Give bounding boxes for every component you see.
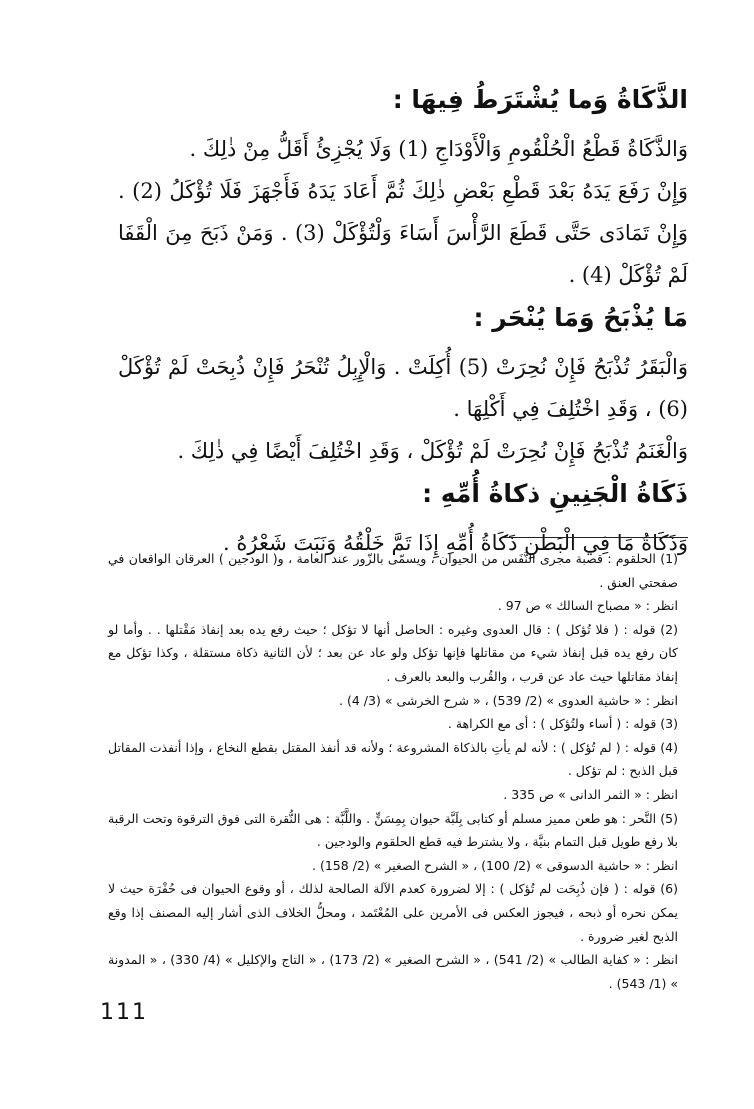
paragraph-cattle-camels: وَالْبَقَرُ تُذْبَحُ فَإِنْ نُحِرَتْ (5) أُكِلَتْ . وَالْإِبِلُ تُنْحَرُ فَإِنْ ذُبِحَتْ لَمْ تُؤْكَلْ (6) ، وَقَدِ اخْتُلِفَ فِي أَكْلِهَا . — [118, 355, 689, 421]
paragraph-fetus: وَذَكَاةُ مَا فِي الْبَطْنِ ذَكَاةُ أُمِّهِ إِذَا تَمَّ خَلْقُهُ وَنَبَتَ شَعْرُهُ . — [223, 531, 688, 555]
footnote-1-ref: انظر : « مصباح السالك » ص 97 . — [497, 598, 678, 614]
footnote-2: (2) قوله : ( فلا تُؤكل ) : قال العدوى وغيره : الحاصل أنها لا تؤكل ؛ حيث رفع يده بعد إنفاذ مَقْتلها . . وأما لو كان رفع يده قبل إنفاذ شيء من مقاتلها فإنها تؤكل ولو عاد عن بعد ؛ لأن الثانية ذكاة مستقلة ، وكذا تؤكل مع إنفاذ مقاتلها حيث عاد عن قرب ، والقُرب والبعد بالعرف . — [108, 621, 678, 684]
main-text — [118, 78, 688, 564]
footnote-4-ref: انظر : « الثمر الدانى » ص 335 . — [503, 786, 678, 802]
paragraph-definition: وَالذَّكَاةُ قَطْعُ الْحُلْقُومِ وَالْأَوْدَاجِ (1) وَلَا يُجْزِئُ أَقَلُّ مِنْ ذٰلِكَ . — [189, 137, 688, 161]
footnote-3: (3) قوله : ( أساء ولتُؤكل ) : أى مع الكراهة . — [447, 716, 678, 732]
section-heading-slaughter: الذَّكَاةُ وَما يُشْتَرَطُ فِيهَا : — [392, 85, 688, 114]
section-heading-what-slaughtered: مَا يُذْبَحُ وَمَا يُنْحَر : — [473, 303, 688, 332]
section-heading-fetus: ذَكَاةُ الْجَنِينِ ذكاةُ أُمِّهِ : — [422, 479, 688, 508]
footnote-6: (6) قوله : ( فإن ذُبِحَت لم تُؤكل ) : إلا لضرورة كعدم الآلة الصالحة لذلك ، أو وقوع الحيوان فى حُفْرَة حيث لا يمكن نحره أو ذبحه ، فيجوز العكس فى الأمرين على المُعْتَمد ، ومحلُّ الخلاف الذى أشار إليه المصنف إذا وقع الذبح لغير ضرورة . — [108, 881, 678, 944]
footnote-5-ref: انظر : « حاشية الدسوقى » (2/ 100) ، « الشرح الصغير » (2/ 158) . — [312, 857, 678, 873]
paragraph-sheep: وَالْغَنَمُ تُذْبَحُ فَإِنْ نُحِرَتْ لَمْ تُؤْكَلْ ، وَقَدِ اخْتُلِفَ أَيْضًا فِي ذٰلِكَ . — [177, 439, 688, 463]
page-number: 111 — [100, 1000, 148, 1025]
footnote-separator — [503, 537, 688, 538]
paragraph-lifting-hand: وَإِنْ رَفَعَ يَدَهُ بَعْدَ قَطْعِ بَعْضِ ذٰلِكَ ثُمَّ أَعَادَ يَدَهُ فَأَجْهَزَ فَلَا تُؤْكَلُ (2) . وَإِنْ تَمَادَى حَتَّى قَطَعَ الرَّأْسَ أَسَاءَ وَلْتُؤْكَلْ (3) . وَمَنْ ذَبَحَ مِنَ الْقَفَا لَمْ تُؤْكَلْ (4) . — [118, 179, 689, 287]
footnote-5: (5) النَّحر : هو طعن مميز مسلم أو كتابى بِلَبَّة حيوان بِمِسَنٍّ . واللَّبَّة : هى النُّقرة التى فوق الترقوة وتحت الرقبة بلا رفع طويل قبل التمام بنيَّة ، ولا يشترط فيه قطع الحلقوم والودجين . — [108, 810, 678, 850]
footnote-4: (4) قوله : ( لم تُؤكل ) : لأنه لم يأتِ بالذكاة المشروعة ؛ ولأنه قد أنفذ المقتل بقطع النخاع ، وإذا أنفذت المقاتل قبل الذبح : لم تؤكل . — [108, 739, 678, 779]
footnote-1: (1) الحلقوم : قصبة مجرى النَّفَس من الحيوان ، ويسمّى بالزّور عند العامة ، و( الودجين ) العرقان الواقعان في صفحتي العنق . — [108, 551, 678, 590]
footnotes — [108, 547, 692, 995]
footnote-2-ref: انظر : « حاشية العدوى » (2/ 539) ، « شرح الخرشى » (3/ 4) . — [339, 692, 678, 708]
footnote-6-ref: انظر : « كفاية الطالب » (2/ 541) ، « الشرح الصغير » (2/ 173) ، « التاج والإكليل » (4/ 330) ، « المدونة » (1/ 543) . — [108, 952, 678, 991]
